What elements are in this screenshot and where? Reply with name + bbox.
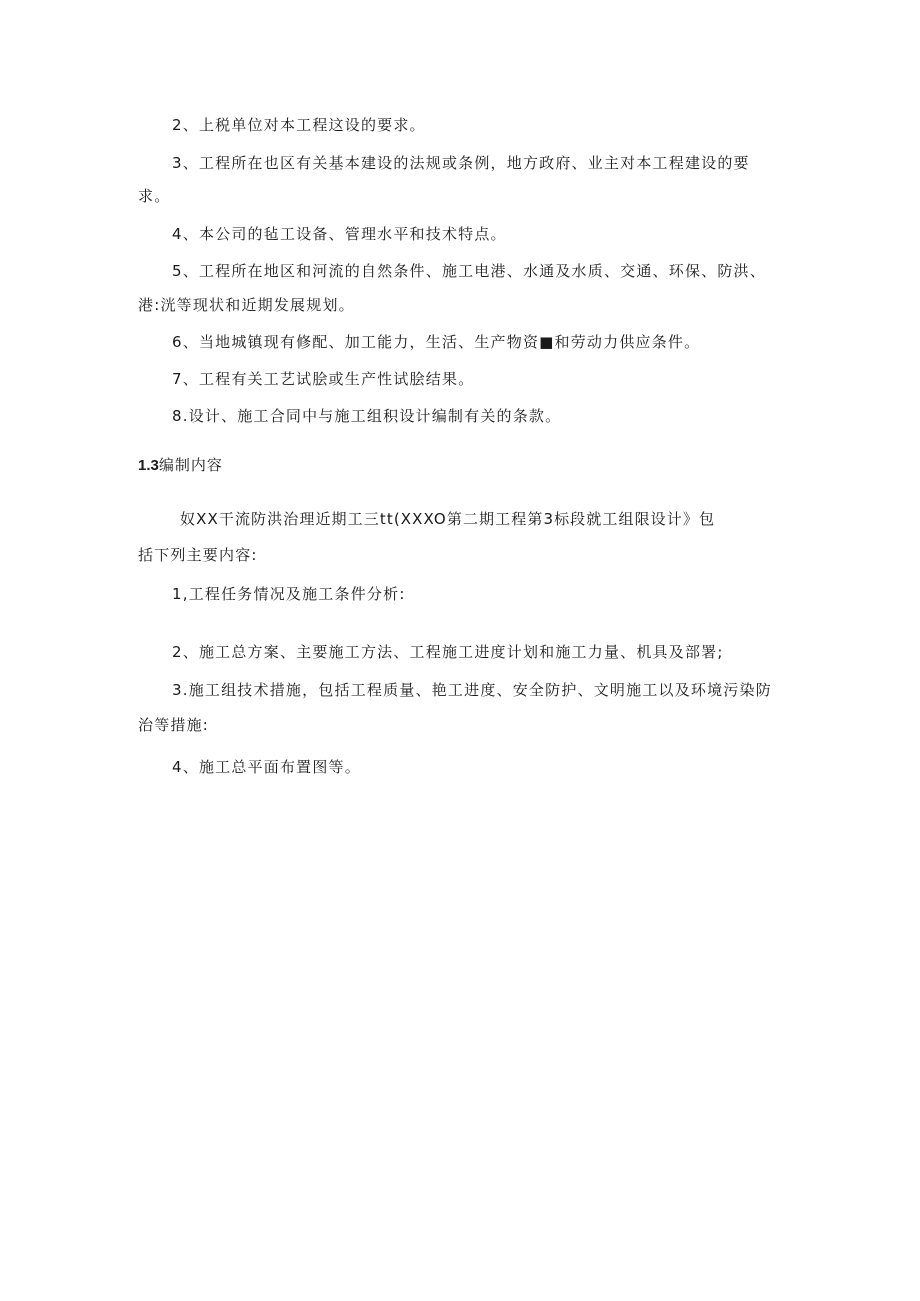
content-item-3: 3.施工组技术措施，包括工程质量、艳工进度、安全防护、文明施工以及环境污染防 [172, 681, 772, 699]
content-item-3-cont: 治等措施: [138, 716, 210, 734]
intro-paragraph-line-2: 括下列主要内容: [138, 546, 258, 564]
item-3-regulations: 3、工程所在也区有关基本建设的法规或条例，地方政府、业主对本工程建设的要 [172, 154, 750, 172]
intro-paragraph-line-1: 奴XX干流防洪治理近期工三tt(XXXO第二期工程第3标段就工组限设计》包 [180, 510, 716, 528]
section-title: 编制内容 [158, 456, 223, 474]
item-3-regulations-cont: 求。 [138, 187, 171, 205]
item-6-local-capacity: 6、当地城镇现有修配、加工能力，生活、生产物资■和劳动力供应条件。 [172, 333, 701, 351]
item-5-natural-conditions-cont: 港:洸等现状和近期发展规划。 [138, 296, 355, 314]
content-item-1: 1,工程任务情况及施工条件分析: [172, 585, 406, 603]
content-item-4: 4、施工总平面布置图等。 [172, 758, 361, 776]
item-4-equipment: 4、本公司的毡工设备、管理水平和技术特点。 [172, 225, 507, 243]
item-5-natural-conditions: 5、工程所在地区和河流的自然条件、施工电港、水通及水质、交通、环保、防洪、 [172, 262, 766, 280]
section-number: 1.3 [138, 457, 159, 474]
item-8-contract-clauses: 8.设计、施工合同中与施工组积设计编制有关的条款。 [172, 407, 562, 425]
content-item-2: 2、施工总方案、主要施工方法、工程施工进度计划和施工力量、机具及部署; [172, 643, 724, 661]
section-heading [138, 455, 223, 476]
item-2-requirements: 2、上税单位对本工程这设的要求。 [172, 116, 426, 134]
item-7-test-results: 7、工程有关工艺试脍或生产性试脍结果。 [172, 370, 475, 388]
